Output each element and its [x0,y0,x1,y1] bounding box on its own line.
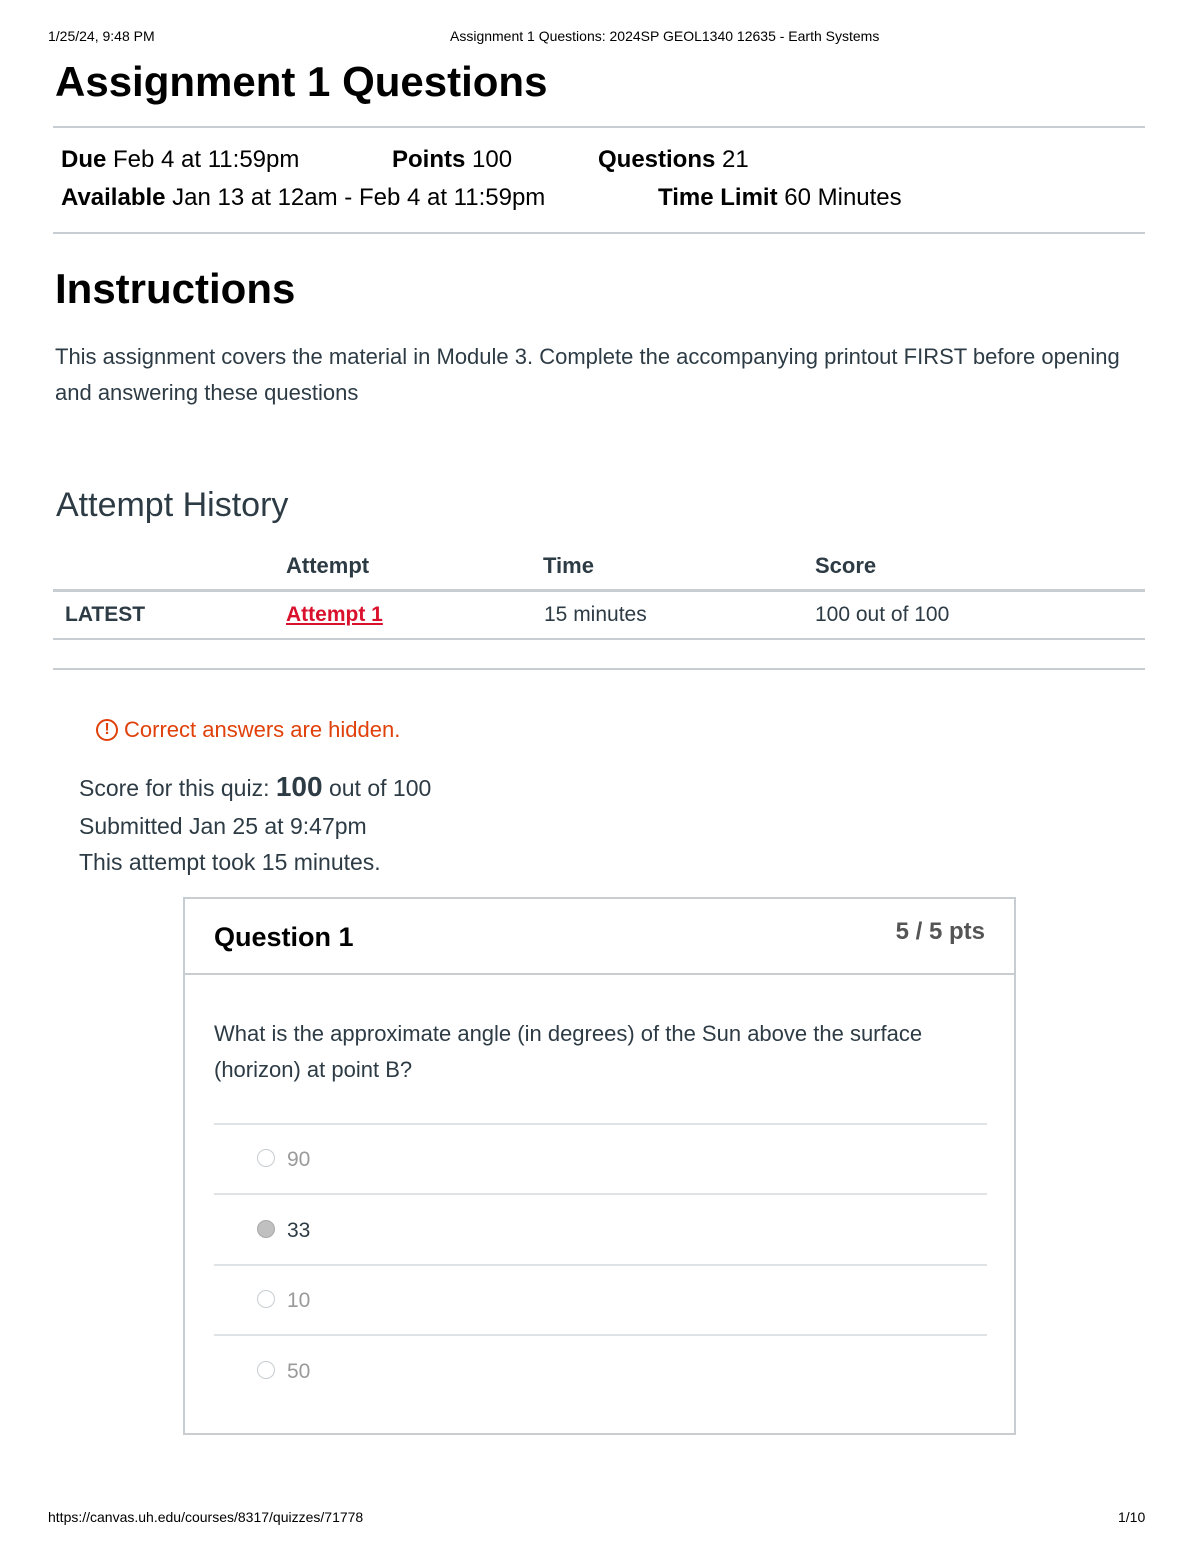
answer-divider [214,1264,987,1266]
available-label: Available [61,184,166,211]
table-row-divider [53,638,1145,640]
divider [53,668,1145,670]
divider [53,232,1145,234]
due-detail [61,146,299,174]
questions-label: Questions [598,146,716,173]
time-limit-value: 60 Minutes [784,184,902,211]
questions-value: 21 [722,146,749,173]
exclamation-circle-icon: ! [96,719,118,741]
available-detail [61,184,545,212]
radio-selected-icon[interactable] [257,1220,275,1238]
answer-divider [214,1334,987,1336]
divider [53,126,1145,128]
answer-option[interactable] [257,1289,310,1313]
score-value: 100 [275,771,323,802]
instructions-text: This assignment covers the material in Module 3. Complete the accompanying printout FIRST before opening and answering these questions [55,344,1120,405]
time-limit-detail [658,184,902,212]
answer-label: 90 [287,1148,311,1171]
attempt-duration: This attempt took 15 minutes. [79,849,381,875]
radio-unselected-icon[interactable] [257,1290,275,1308]
attempt-time: 15 minutes [544,603,647,626]
radio-unselected-icon[interactable] [257,1149,275,1167]
quiz-score [79,771,431,803]
page-title: Assignment 1 Questions [55,58,548,105]
question-card [183,897,1016,1435]
column-header-score: Score [815,553,877,578]
answer-option-selected[interactable] [257,1219,310,1243]
answer-divider [214,1193,987,1195]
answer-divider [214,1123,987,1125]
question-title: Question 1 [214,922,354,952]
print-page-title: Assignment 1 Questions: 2024SP GEOL1340 12635 - Earth Systems [450,28,880,44]
notice-text: Correct answers are hidden. [124,717,401,742]
answer-option[interactable] [257,1148,310,1172]
column-header-time: Time [543,553,594,578]
score-prefix: Score for this quiz: [79,775,270,801]
points-value: 100 [472,146,513,173]
question-header [185,899,1014,975]
due-value: Feb 4 at 11:59pm [113,146,300,173]
attempt-score: 100 out of 100 [815,603,950,626]
question-points: 5 / 5 pts [895,918,985,945]
answer-label: 33 [287,1219,311,1242]
answer-option[interactable] [257,1360,310,1384]
available-value: Jan 13 at 12am - Feb 4 at 11:59pm [172,184,546,211]
attempt-history-title: Attempt History [56,486,289,524]
question-text: What is the approximate angle (in degrees) of the Sun above the surface (horizon) at point B? [214,1021,923,1082]
table-header-divider [53,589,1145,592]
print-date: 1/25/24, 9:48 PM [48,28,155,44]
submitted-time: Submitted Jan 25 at 9:47pm [79,813,367,839]
questions-detail [598,146,749,174]
correct-answers-hidden-notice [96,717,400,743]
points-label: Points [392,146,466,173]
page-number: 1/10 [1118,1509,1146,1525]
answer-label: 10 [287,1289,311,1312]
page-url: https://canvas.uh.edu/courses/8317/quizzes/71778 [48,1509,364,1525]
attempt-1-link[interactable]: Attempt 1 [286,603,383,626]
due-label: Due [61,146,107,173]
score-suffix: out of 100 [328,775,432,801]
column-header-attempt: Attempt [286,553,370,578]
answer-label: 50 [287,1360,311,1383]
latest-label: LATEST [65,603,146,626]
radio-unselected-icon[interactable] [257,1361,275,1379]
time-limit-label: Time Limit [658,184,778,211]
points-detail [392,146,512,174]
instructions-title: Instructions [55,265,296,312]
